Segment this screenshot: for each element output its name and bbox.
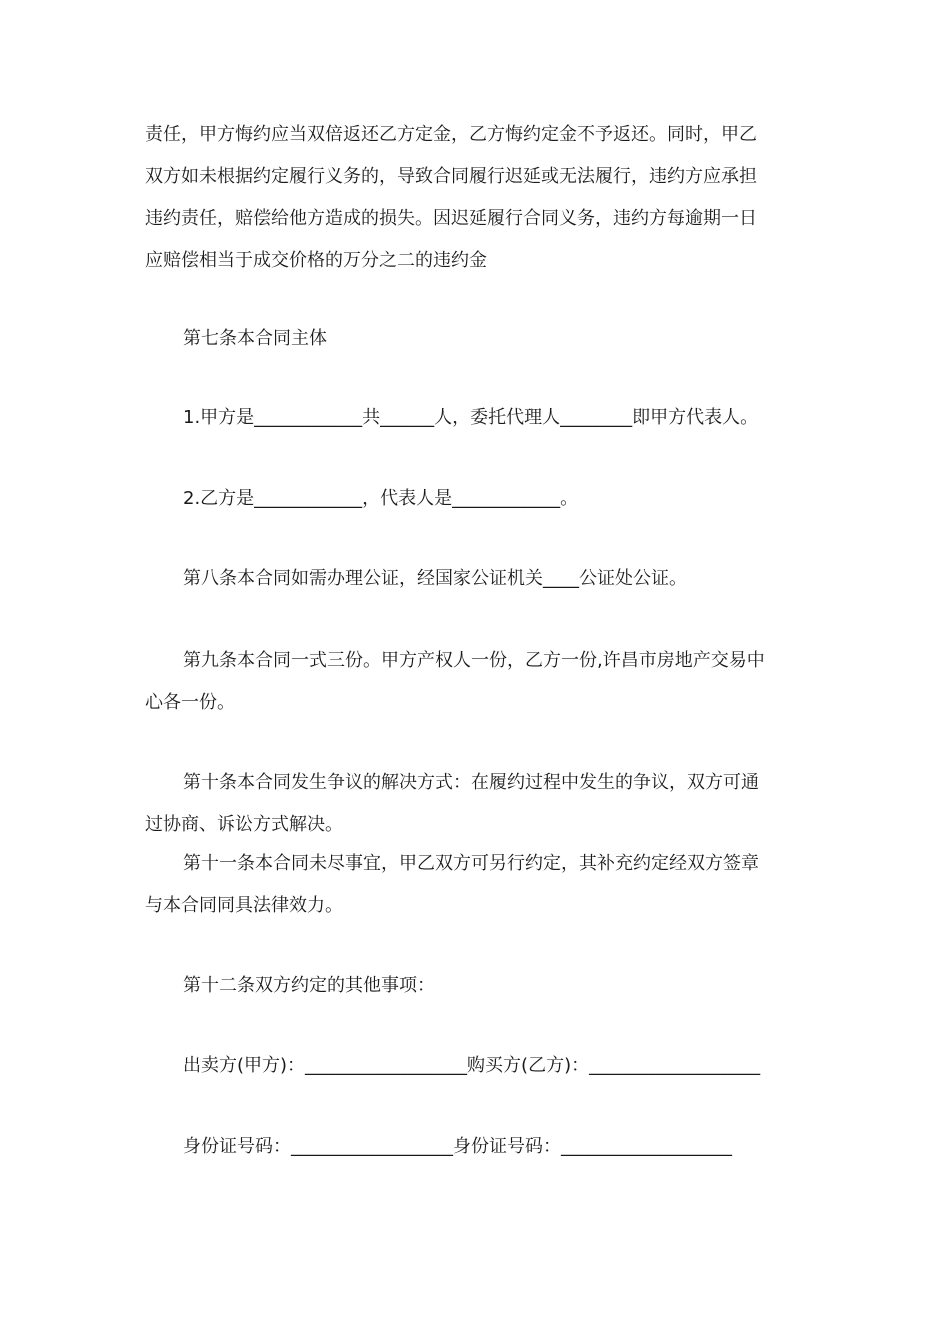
article-11-line-2: 与本合同同具法律效力。: [145, 895, 343, 916]
paragraph-line: 双方如未根据约定履行义务的，导致合同履行迟延或无法履行，违约方应承担: [145, 166, 757, 187]
paragraph-line: 违约责任，赔偿给他方造成的损失。因迟延履行合同义务，违约方每逾期一日: [145, 208, 757, 229]
article-9-line-2: 心各一份。: [145, 692, 235, 713]
article-11-line-1: 第十一条本合同未尽事宜，甲乙双方可另行约定，其补充约定经双方签章: [183, 853, 759, 874]
article-10-line-1: 第十条本合同发生争议的解决方式：在履约过程中发生的争议，双方可通: [183, 772, 759, 793]
article-7-item-1: 1.甲方是____________共______人，委托代理人________即甲方代表人。: [183, 407, 759, 428]
seller-buyer-signature-line: 出卖方(甲方)：__________________购买方(乙方)：___________________: [183, 1055, 761, 1076]
article-8: 第八条本合同如需办理公证，经国家公证机关____公证处公证。: [183, 568, 687, 589]
paragraph-line: 应赔偿相当于成交价格的万分之二的违约金: [145, 250, 487, 271]
id-number-line: 身份证号码：__________________身份证号码：___________________: [183, 1136, 732, 1157]
article-7-item-2: 2.乙方是____________，代表人是____________。: [183, 488, 579, 509]
paragraph-line: 责任，甲方悔约应当双倍返还乙方定金，乙方悔约定金不予返还。同时，甲乙: [145, 124, 757, 145]
article-9-line-1: 第九条本合同一式三份。甲方产权人一份，乙方一份,许昌市房地产交易中: [183, 650, 765, 671]
article-7-heading: 第七条本合同主体: [183, 328, 327, 349]
article-12-heading: 第十二条双方约定的其他事项：: [183, 975, 435, 996]
article-10-line-2: 过协商、诉讼方式解决。: [145, 814, 343, 835]
